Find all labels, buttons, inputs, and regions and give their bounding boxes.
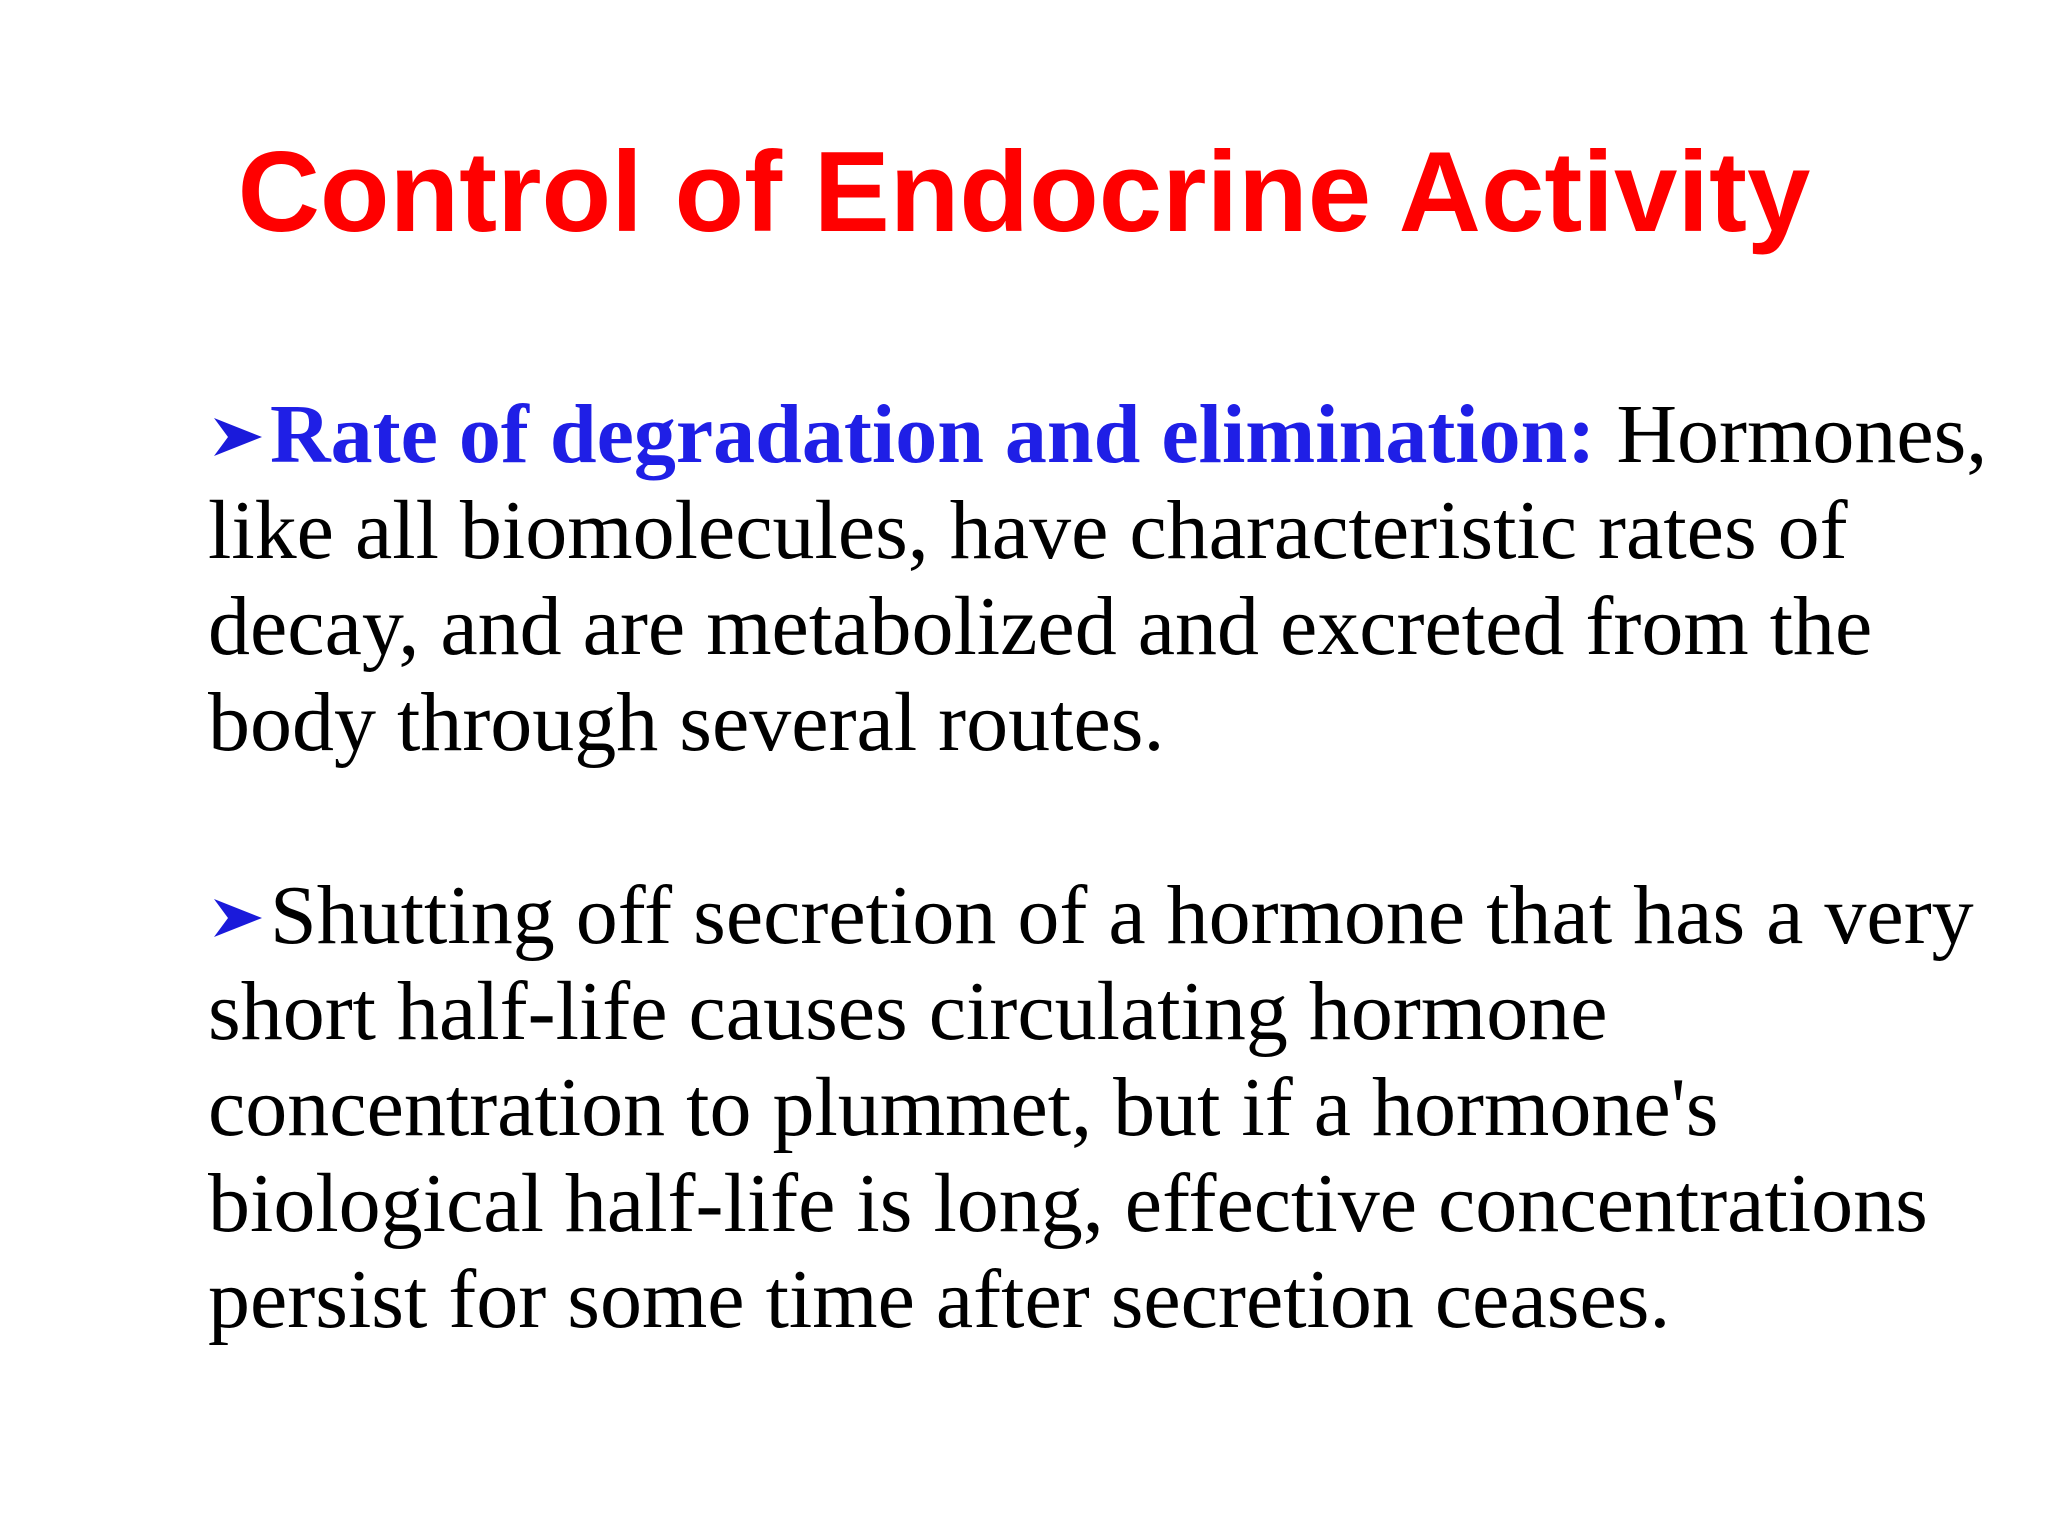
- bullet-item-half-life: [208, 868, 1974, 1348]
- arrow-bullet-icon: [208, 408, 266, 466]
- arrow-bullet-icon: [208, 889, 266, 947]
- bullet-line: biological half-life is long, effective concentrations: [208, 1157, 1928, 1250]
- bullet-item-degradation: [208, 387, 1988, 771]
- bullet-line: persist for some time after secretion ceases.: [208, 1253, 1671, 1346]
- bullet-line: [208, 868, 1974, 964]
- bullet-text: Hormones,: [1616, 388, 1988, 481]
- bullet-line: decay, and are metabolized and excreted from the: [208, 580, 1873, 673]
- bullet-term: Rate of degradation and elimination:: [270, 388, 1596, 481]
- slide-title: Control of Endocrine Activity: [237, 129, 1811, 256]
- bullet-line: [208, 387, 1988, 483]
- bullet-text: Shutting off secretion of a hormone that has a very: [270, 869, 1974, 962]
- bullet-line: short half-life causes circulating hormone: [208, 965, 1608, 1058]
- bullet-line: body through several routes.: [208, 676, 1165, 769]
- bullet-line: concentration to plummet, but if a hormone's: [208, 1061, 1719, 1154]
- bullet-line: like all biomolecules, have characteristic rates of: [208, 484, 1848, 577]
